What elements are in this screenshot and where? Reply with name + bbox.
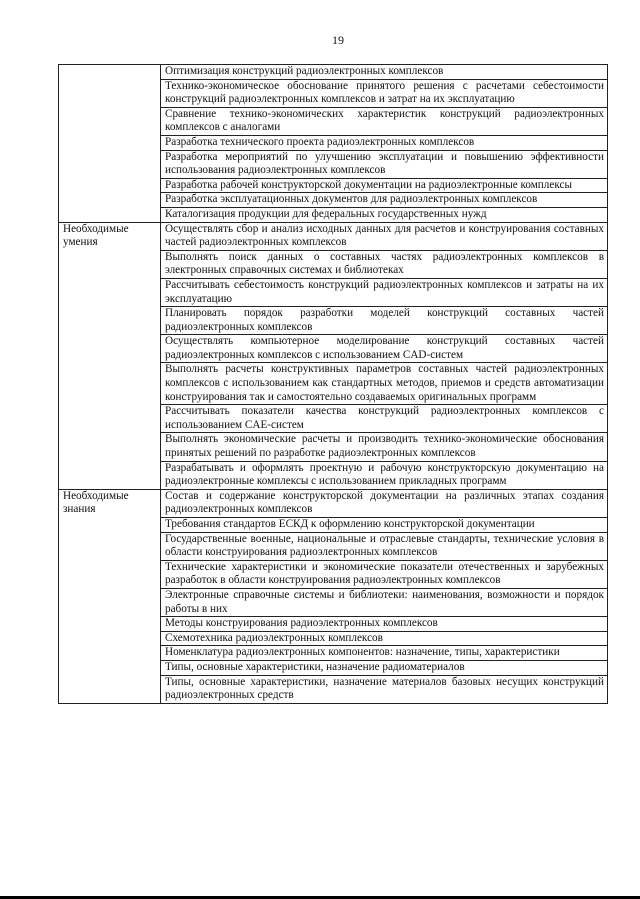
item-cell: Рассчитывать себестоимость конструкций радиоэлектронных комплексов и затраты на их эксплуатацию xyxy=(161,278,608,306)
item-cell: Рассчитывать показатели качества конструкций радиоэлектронных комплексов с использованием CAE-систем xyxy=(161,405,608,433)
item-cell: Сравнение технико-экономических характеристик конструкций радиоэлектронных комплексов с аналогами xyxy=(161,107,608,135)
item-cell: Выполнять расчеты конструктивных параметров составных частей радиоэлектронных комплексов с использованием как стандартных методов, приемов и средств автоматизации конструирования так и самостоятельно создаваемых оригинальных программ xyxy=(161,363,608,405)
item-cell: Разработка мероприятий по улучшению эксплуатации и повышению эффективности использования радиоэлектронных комплексов xyxy=(161,150,608,178)
item-cell: Осуществлять сбор и анализ исходных данных для расчетов и конструирования составных частей радиоэлектронных комплексов xyxy=(161,222,608,250)
table-row xyxy=(59,65,608,80)
requirements-table-body xyxy=(59,65,608,704)
table-row xyxy=(59,489,608,517)
section-label-cell: Необходимые умения xyxy=(59,222,161,489)
item-cell: Разработка эксплуатационных документов для радиоэлектронных комплексов xyxy=(161,193,608,208)
item-cell: Разработка рабочей конструкторской документации на радиоэлектронные комплексы xyxy=(161,178,608,193)
item-cell: Состав и содержание конструкторской документации на различных этапах создания радиоэлектронных комплексов xyxy=(161,489,608,517)
item-cell: Планировать порядок разработки моделей конструкций составных частей радиоэлектронных комплексов xyxy=(161,307,608,335)
item-cell: Осуществлять компьютерное моделирование конструкций составных частей радиоэлектронных комплексов с использованием CAD-систем xyxy=(161,335,608,363)
item-cell: Типы, основные характеристики, назначение радиоматериалов xyxy=(161,660,608,675)
requirements-table xyxy=(58,64,608,704)
item-cell: Выполнять поиск данных о составных частях радиоэлектронных комплексов в электронных справочных системах и библиотеках xyxy=(161,250,608,278)
page-number: 19 xyxy=(332,33,344,47)
table-row xyxy=(59,222,608,250)
item-cell: Номенклатура радиоэлектронных компонентов: назначение, типы, характеристики xyxy=(161,646,608,661)
item-cell: Методы конструирования радиоэлектронных комплексов xyxy=(161,617,608,632)
item-cell: Типы, основные характеристики, назначение материалов базовых несущих конструкций радиоэлектронных средств xyxy=(161,675,608,703)
item-cell: Выполнять экономические расчеты и производить технико-экономические обоснования принятых решений по разработке радиоэлектронных комплексов xyxy=(161,433,608,461)
item-cell: Требования стандартов ЕСКД к оформлению конструкторской документации xyxy=(161,518,608,533)
item-cell: Каталогизация продукции для федеральных государственных нужд xyxy=(161,207,608,222)
item-cell: Схемотехника радиоэлектронных комплексов xyxy=(161,631,608,646)
item-cell: Оптимизация конструкций радиоэлектронных комплексов xyxy=(161,65,608,80)
section-label-cell: Необходимые знания xyxy=(59,489,161,703)
item-cell: Разработка технического проекта радиоэлектронных комплексов xyxy=(161,135,608,150)
item-cell: Разрабатывать и оформлять проектную и рабочую конструкторскую документацию на радиоэлектронные комплексы с использованием прикладных программ xyxy=(161,461,608,489)
item-cell: Государственные военные, национальные и отраслевые стандарты, технические условия в области конструирования радиоэлектронных комплексов xyxy=(161,532,608,560)
item-cell: Электронные справочные системы и библиотеки: наименования, возможности и порядок работы в них xyxy=(161,588,608,616)
section-label-cell xyxy=(59,65,161,223)
item-cell: Технико-экономическое обоснование принятого решения с расчетами себестоимости конструкций радиоэлектронных комплексов и затрат на их эксплуатацию xyxy=(161,79,608,107)
item-cell: Технические характеристики и экономические показатели отечественных и зарубежных разработок в области конструирования радиоэлектронных комплексов xyxy=(161,560,608,588)
